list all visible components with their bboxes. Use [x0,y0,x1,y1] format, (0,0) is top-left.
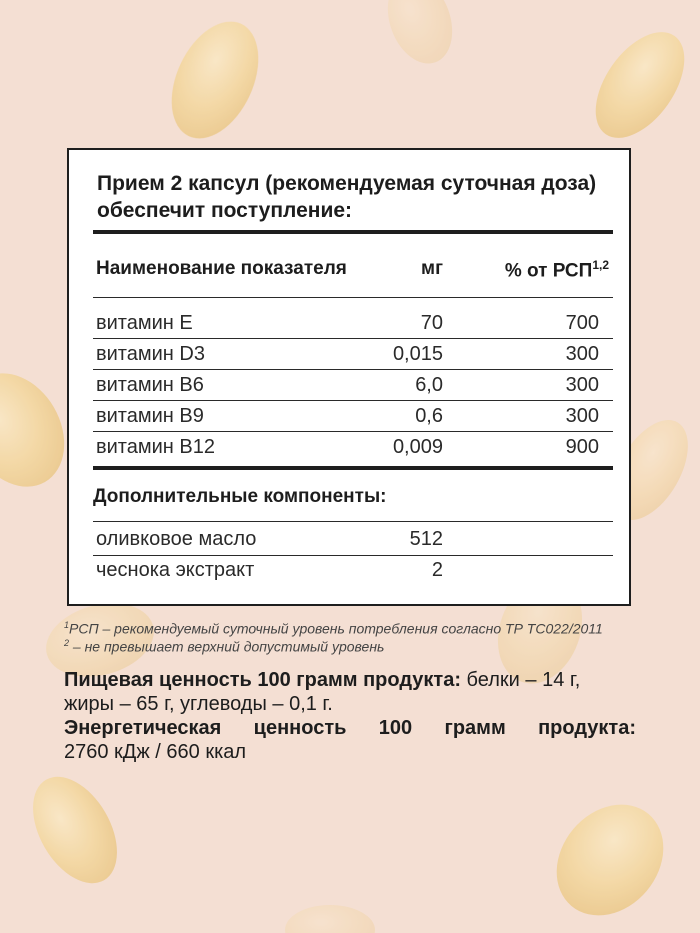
table-row [69,308,629,338]
row-mg: 0,009 [392,436,443,458]
row-mg: 0,6 [415,405,443,427]
header-mg: мг [421,258,443,279]
row-mg: 0,015 [392,343,443,365]
capsule-shape [376,0,463,73]
title-divider [93,230,613,234]
header-divider [93,297,613,298]
row-pct: 700 [565,312,599,334]
extra-components-title: Дополнительные компоненты: [93,486,387,507]
table-row [69,401,629,431]
energy-label-text: Энергетическая ценность 100 грамм продукта: [64,717,636,739]
row-pct: 900 [565,436,599,458]
table-row [69,555,629,585]
nutrition-value-line [64,668,636,692]
row-name: витамин В6 [96,374,204,396]
nutrition-value-2: жиры – 65 г, углеводы – 0,1 г. [64,693,333,715]
row-name: чеснока экстракт [96,559,255,581]
footnote-text: РСП – рекомендуемый суточный уровень потребления согласно ТР ТС022/2011 [69,620,603,637]
capsule-shape [154,8,275,153]
capsule-shape [16,762,135,897]
row-pct: 300 [565,374,599,396]
capsule-shape [535,783,686,933]
nutrition-label: Пищевая ценность 100 грамм продукта: [64,669,461,691]
nutrition-value-1: белки – 14 г, [461,669,581,691]
footnote-2 [64,638,384,655]
nutrition-table-card [67,148,631,606]
table-row [69,339,629,369]
row-mg: 70 [420,312,443,334]
table-row [69,432,629,462]
row-name: витамин Е [96,312,193,334]
energy-label [64,716,636,740]
section-divider [93,466,613,470]
table-row [69,370,629,400]
row-pct: 300 [565,343,599,365]
capsule-shape [578,16,700,153]
footnote-mark: 1 [64,620,70,630]
footnote-1 [64,620,603,637]
header-pct-superscript: 1,2 [592,258,609,272]
row-name: оливковое масло [96,528,257,550]
nutrition-info [64,668,636,764]
row-mg: 512 [409,528,443,550]
row-mg: 6,0 [415,374,443,396]
header-name: Наименование показателя [96,258,347,279]
table-row [69,524,629,554]
row-name: витамин В12 [96,436,215,458]
header-pct [505,258,609,282]
section-header-divider [93,521,613,522]
row-pct: 300 [565,405,599,427]
footnote-mark: 2 [64,638,70,648]
footnote-text: – не превышает верхний допустимый уровень [69,638,385,655]
energy-value: 2760 кДж / 660 ккал [64,741,247,763]
row-mg: 2 [431,559,443,581]
header-pct-label: % от РСП [504,260,593,282]
capsule-shape [285,905,375,933]
row-name: витамин В9 [96,405,204,427]
card-title: Прием 2 капсул (рекомендуемая суточная доза) обеспечит поступление: [97,172,597,222]
row-name: витамин D3 [96,343,205,365]
